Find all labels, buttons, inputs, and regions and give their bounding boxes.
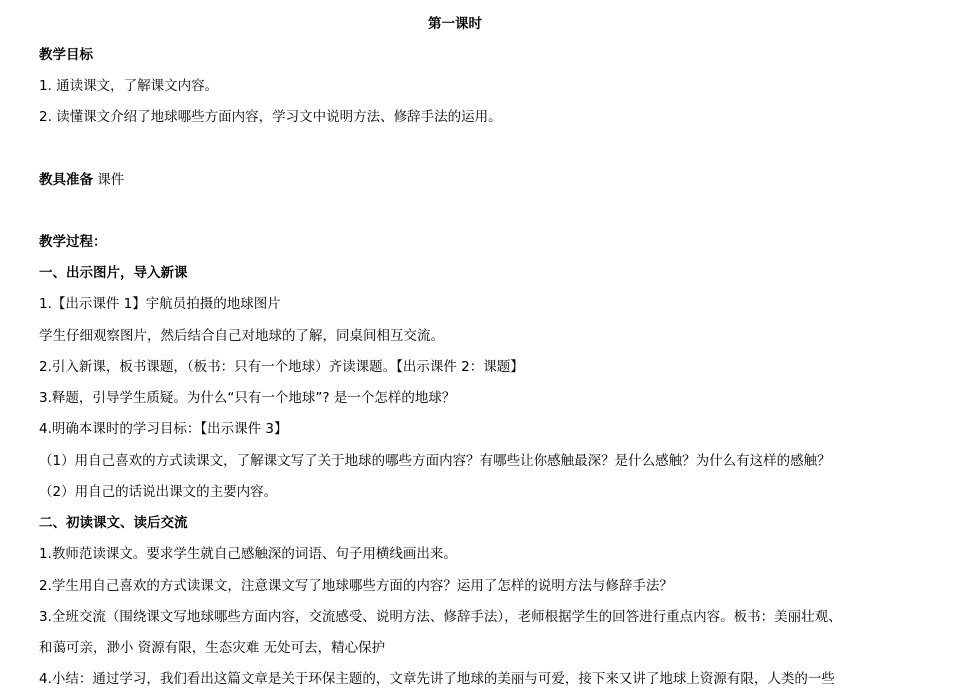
section2-line-4: 和蔼可亲，渺小 资源有限，生态灾难 无处可去，精心保护 bbox=[39, 640, 386, 656]
section1-line-6: （1）用自己喜欢的方式读课文，了解课文写了关于地球的哪些方面内容？有哪些让你感触最深？是什么感触？为什么有这样的感触？ bbox=[39, 453, 831, 469]
lesson-title: 第一课时 bbox=[428, 16, 482, 32]
section1-line-4: 3.释题，引导学生质疑。为什么“只有一个地球”? 是一个怎样的地球？ bbox=[39, 390, 456, 406]
section1-line-3: 2.引入新课，板书课题，（板书：只有一个地球）齐读课题。【出示课件 2：课题】 bbox=[39, 359, 524, 375]
goal-item-1: 1. 通读课文，了解课文内容。 bbox=[39, 78, 219, 94]
tools-heading: 教具准备 bbox=[39, 172, 93, 188]
tools-line bbox=[39, 170, 124, 190]
goals-heading: 教学目标 bbox=[39, 47, 93, 63]
section1-heading: 一、出示图片，导入新课 bbox=[39, 265, 188, 281]
section2-line-1: 1.教师范读课文。要求学生就自己感触深的词语、句子用横线画出来。 bbox=[39, 546, 457, 562]
goal-item-2: 2. 读懂课文介绍了地球哪些方面内容，学习文中说明方法、修辞手法的运用。 bbox=[39, 109, 502, 125]
section2-heading: 二、初读课文、读后交流 bbox=[39, 515, 188, 531]
section2-line-2: 2.学生用自己喜欢的方式读课文，注意课文写了地球哪些方面的内容？运用了怎样的说明方法与修辞手法？ bbox=[39, 578, 673, 594]
section1-line-1: 1.【出示课件 1】宇航员拍摄的地球图片 bbox=[39, 296, 281, 312]
section1-line-5: 4.明确本课时的学习目标：【出示课件 3】 bbox=[39, 421, 288, 437]
section1-line-2: 学生仔细观察图片，然后结合自己对地球的了解，同桌间相互交流。 bbox=[39, 328, 444, 344]
section1-line-7: （2）用自己的话说出课文的主要内容。 bbox=[39, 484, 278, 500]
tools-value: 课件 bbox=[97, 172, 125, 188]
process-heading: 教学过程： bbox=[39, 234, 107, 250]
section2-line-5: 4.小结：通过学习，我们看出这篇文章是关于环保主题的，文章先讲了地球的美丽与可爱，接下来又讲了地球上资源有限，人类的一些 bbox=[39, 671, 835, 687]
section2-line-3: 3.全班交流（围绕课文写地球哪些方面内容，交流感受、说明方法、修辞手法），老师根据学生的回答进行重点内容。板书：美丽壮观、 bbox=[39, 609, 842, 625]
